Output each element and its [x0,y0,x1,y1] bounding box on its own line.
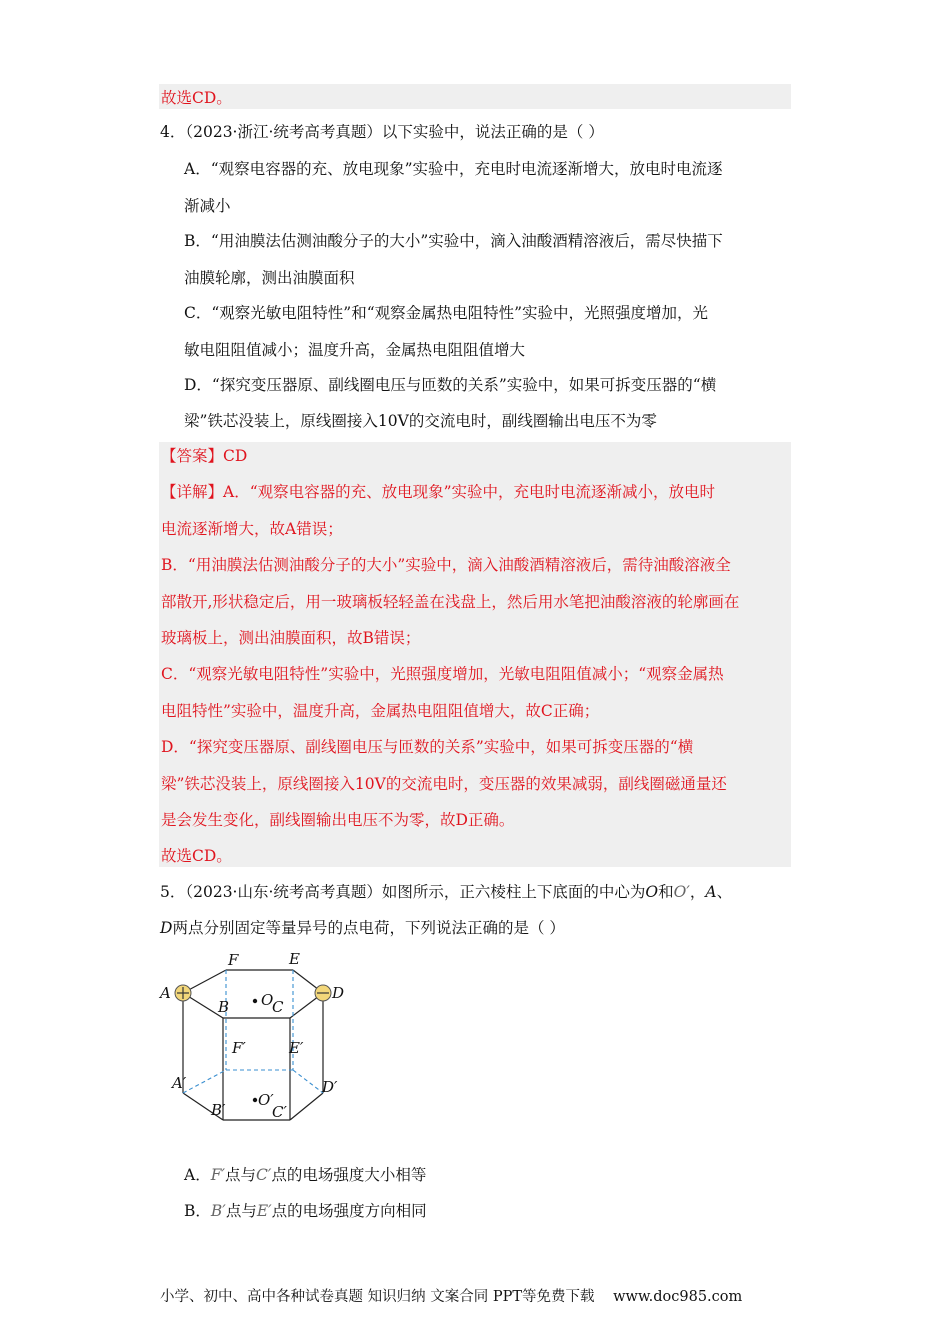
q5-var-o-prime: O′ [673,883,690,901]
detail-line1: 【详解】A．“观察电容器的充、放电现象”实验中，充电时电流逐渐减小，放电时 [161,483,716,501]
answer-block [159,442,791,867]
q5-option-b [184,1201,427,1221]
q5-var-a: A [705,883,717,901]
label-a: A [160,984,171,1002]
q5-stem-text: 5．（2023·山东·统考高考真题）如图所示，正六棱柱上下底面的中心为 [160,883,646,901]
label-d: D [332,984,345,1002]
label-e-prime: E′ [289,1039,304,1057]
footer-text: 小学、初中、高中各种试卷真题 知识归纳 文案合同 PPT等免费下载 [160,1289,595,1305]
q5-option-b-prefix: B． [184,1202,211,1220]
q5-option-b-suffix: 点的电场强度方向相同 [271,1202,427,1220]
detail-b-line1: B．“用油膜法估测油酸分子的大小”实验中，滴入油酸酒精溶液后，需待油酸溶液全 [161,556,731,574]
previous-conclusion: 故选CD。 [161,89,232,107]
label-o-prime: O′ [258,1091,274,1109]
q5-and: 和 [658,883,674,901]
q5-var-o: O [645,883,659,901]
q5-option-b-var1: B′ [210,1202,226,1220]
q5-option-a-mid: 点与 [224,1166,256,1184]
label-f: F [228,951,239,969]
q5-option-b-var2: E′ [256,1202,272,1220]
footer-link[interactable]: www.doc985.com [613,1289,743,1305]
label-d-prime: D′ [322,1078,338,1096]
q5-option-b-mid: 点与 [225,1202,257,1220]
previous-answer-block [159,84,791,109]
q5-option-a [184,1165,426,1185]
q4-option-a-line1: A．“观察电容器的充、放电现象”实验中，充电时电流逐渐增大，放电时电流逐 [184,160,723,178]
answer-line: 【答案】CD [161,447,248,465]
detail-c-line2: 电阻特性”实验中，温度升高，金属热电阻阻值增大，故C正确； [161,702,600,720]
label-b: B [218,998,230,1016]
label-o: O [261,991,274,1009]
label-c: C [272,998,284,1016]
label-e: E [289,950,300,968]
q5-stem-text2: 两点分别固定等量异号的点电荷，下列说法正确的是（ ） [172,919,565,937]
q5-dun: 、 [716,883,733,901]
detail-b-line3: 玻璃板上，测出油膜面积，故B错误； [161,629,421,647]
detail-line2: 电流逐渐增大，故A错误； [161,520,343,538]
q5-var-d: D [160,919,173,937]
answer-conclusion: 故选CD。 [161,847,232,865]
footer [160,1285,742,1306]
hexagonal-prism-figure [158,945,368,1130]
q5-option-a-var1: F′ [210,1166,225,1184]
q4-option-b-line2: 油膜轮廓，测出油膜面积 [184,269,355,287]
q4-stem: 4．（2023·浙江·统考高考真题）以下实验中，说法正确的是（ ） [160,123,604,141]
detail-d-line2: 梁”铁芯没装上，原线圈接入10V的交流电时，变压器的效果减弱，副线圈磁通量还 [161,775,727,793]
q4-option-c-line2: 敏电阻阻值减小；温度升高，金属热电阻阻值增大 [184,341,526,359]
detail-b-line2: 部散开,形状稳定后，用一玻璃板轻轻盖在浅盘上，然后用水笔把油酸溶液的轮廓画在 [161,593,740,611]
q4-option-d-line1: D．“探究变压器原、副线圈电压与匝数的关系”实验中，如果可拆变压器的“横 [184,376,717,394]
label-b-prime: B′ [211,1101,226,1119]
q5-option-a-suffix: 点的电场强度大小相等 [271,1166,427,1184]
label-f-prime: F′ [232,1039,246,1057]
label-a-prime: A′ [172,1074,187,1092]
label-c-prime: C′ [272,1103,287,1121]
q4-option-b-line1: B．“用油膜法估测油酸分子的大小”实验中，滴入油酸酒精溶液后，需尽快描下 [184,232,723,250]
detail-c-line1: C．“观察光敏电阻特性”实验中，光照强度增加，光敏电阻阻值减小；“观察金属热 [161,665,724,683]
q5-option-a-prefix: A． [184,1166,211,1184]
q4-option-a-line2: 渐减小 [184,197,231,215]
q4-option-d-line2: 梁”铁芯没装上，原线圈接入10V的交流电时，副线圈输出电压不为零 [184,412,657,430]
q5-option-a-var2: C′ [256,1166,272,1184]
detail-d-line3: 是会发生变化，副线圈输出电压不为零，故D正确。 [161,811,515,829]
q4-option-c-line1: C．“观察光敏电阻特性”和“观察金属热电阻特性”实验中，光照强度增加，光 [184,304,709,322]
q5-stem-line1 [160,882,732,902]
q5-stem-line2 [160,918,565,938]
q5-comma: ， [689,883,706,901]
detail-d-line1: D．“探究变压器原、副线圈电压与匝数的关系”实验中，如果可拆变压器的“横 [161,738,694,756]
